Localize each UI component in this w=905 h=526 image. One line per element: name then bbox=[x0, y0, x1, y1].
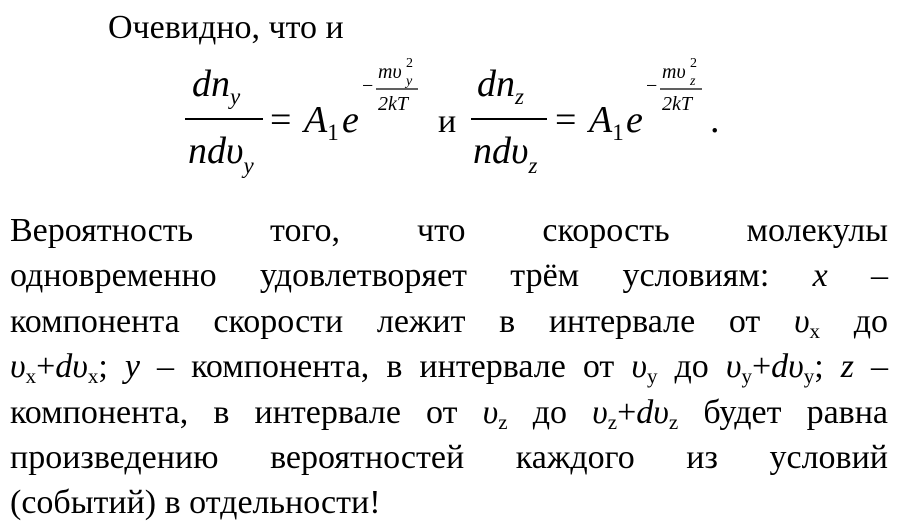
formula-svg bbox=[0, 52, 905, 192]
f2-exp-sup: 2 bbox=[690, 56, 697, 71]
paragraph-line-4: $\upsilon_x+d\upsilon_x$; y – компонента, в интервале от $\upsilon_y$ до $\upsilon_y+d\upsilon_y$; z – bbox=[10, 348, 889, 389]
paragraph-line-5: компонента, в интервале от $\upsilon_z$ до $\upsilon_z+d\upsilon_z$ будет равна bbox=[10, 393, 889, 434]
f2-e: e bbox=[626, 99, 643, 141]
f1-denominator: ndυ$_y$ bbox=[188, 130, 254, 178]
f2-denominator: ndυ$_z$ bbox=[473, 130, 538, 178]
f1-numerator: $dn_y$ bbox=[192, 63, 241, 109]
paragraph-line-3: компонента скорости лежит в интервале от $\upsilon_x$ до bbox=[10, 302, 889, 343]
paragraph-line-6: произведению вероятностей каждого из условий bbox=[10, 438, 888, 476]
f1-exp-sup: 2 bbox=[406, 56, 413, 71]
f1-A: $A_1$ bbox=[304, 99, 339, 145]
main-paragraph bbox=[10, 208, 888, 526]
f1-exp-sub: y bbox=[406, 74, 413, 89]
f1-exp-num: mυ bbox=[378, 61, 402, 83]
f2-exp-num: mυ bbox=[662, 61, 686, 83]
f2-exp-sub: z bbox=[690, 74, 696, 89]
f1-exp-minus: − bbox=[362, 75, 374, 97]
formula-period: . bbox=[710, 99, 720, 141]
f2-exp-den: 2kT bbox=[662, 93, 692, 115]
paragraph-line-7: (событий) в отдельности! bbox=[10, 484, 381, 522]
intro-text: Очевидно, что и bbox=[108, 9, 344, 46]
f2-equals: = bbox=[555, 99, 577, 141]
f2-A: $A_1$ bbox=[589, 99, 624, 145]
f2-numerator: $dn_z$ bbox=[477, 63, 524, 109]
formula-block bbox=[0, 52, 905, 192]
formula-connector: и bbox=[438, 103, 457, 140]
f1-exp-den: 2kT bbox=[378, 93, 408, 115]
paragraph-line-2: одновременно удовлетворяет трём условиям: x – bbox=[10, 257, 889, 295]
f1-equals: = bbox=[270, 99, 292, 141]
f2-exp-minus: − bbox=[646, 75, 658, 97]
paragraph-line-1: Вероятность того, что скорость молекулы bbox=[10, 212, 889, 249]
f1-e: e bbox=[342, 99, 359, 141]
